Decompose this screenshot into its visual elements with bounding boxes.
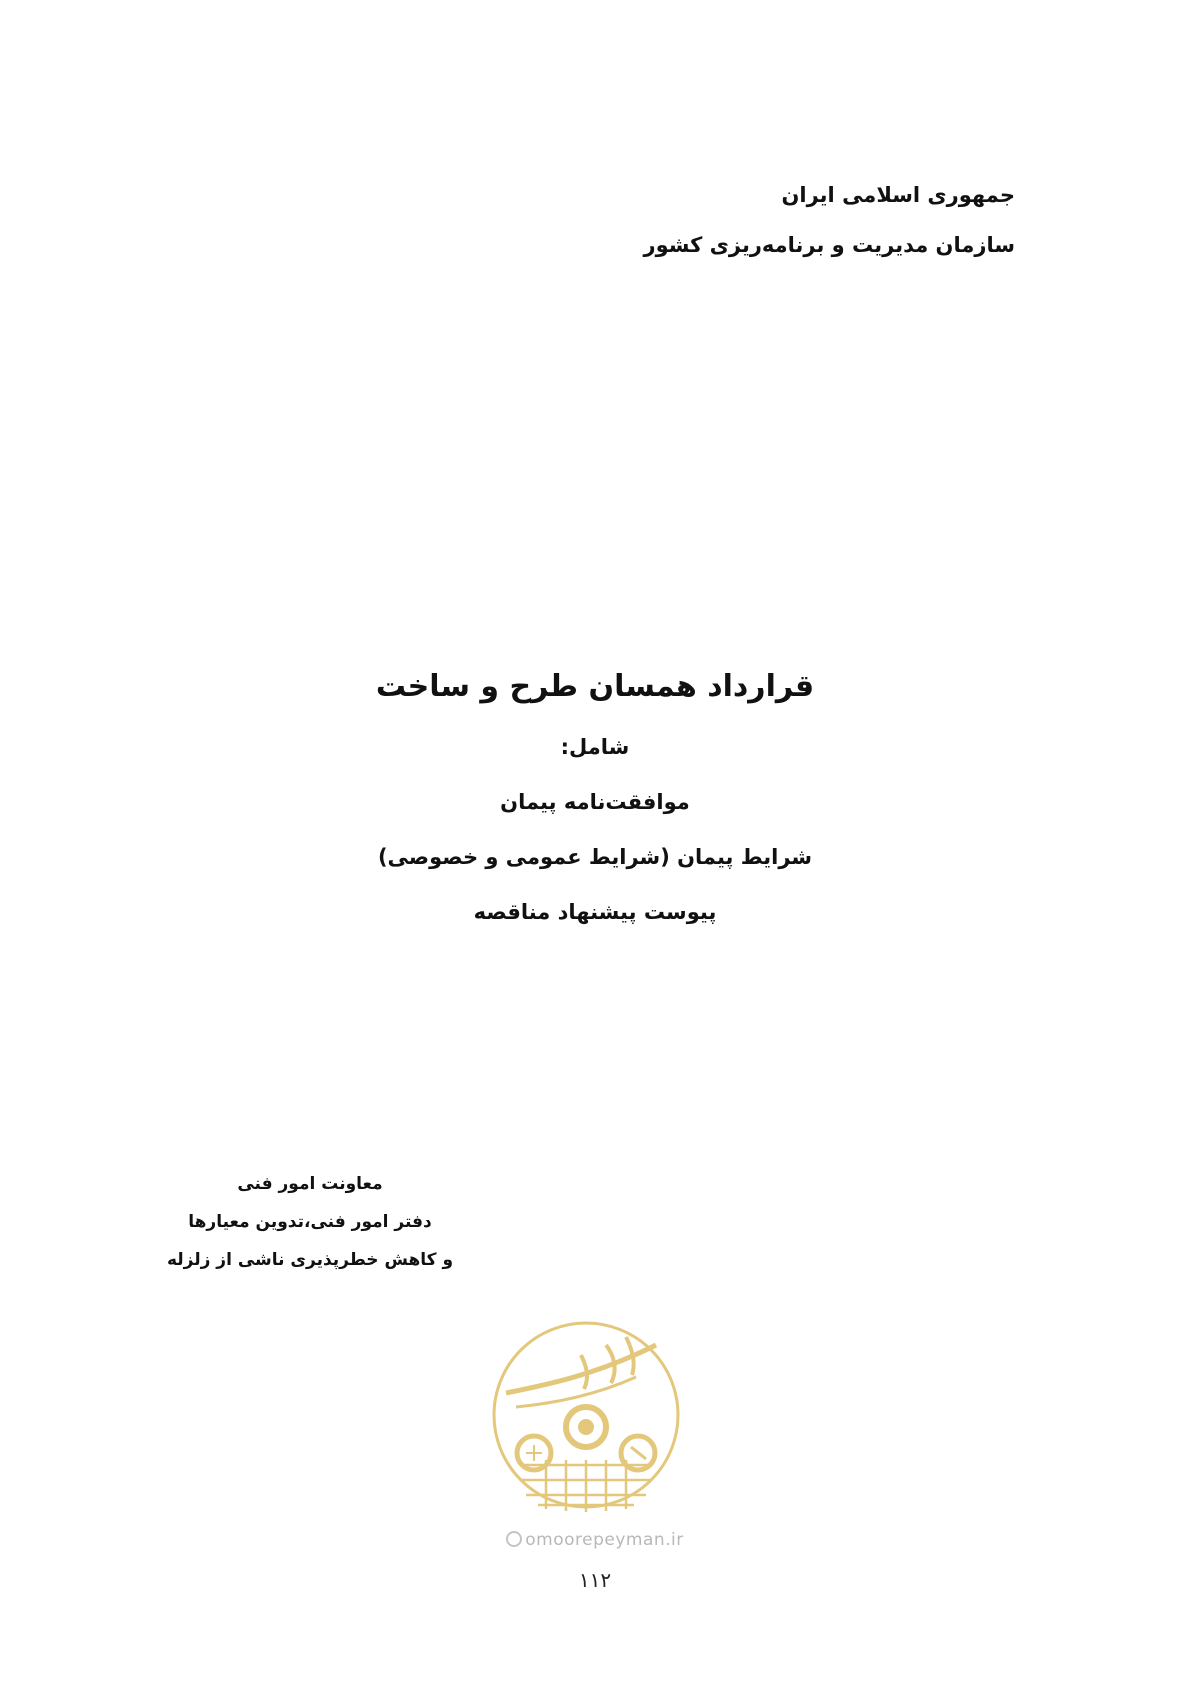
included-item-conditions: شرایط پیمان (شرایط عمومی و خصوصی) <box>377 845 813 869</box>
organization-name: سازمان مدیریت و برنامه‌ریزی کشور <box>643 233 1015 257</box>
watermark-url <box>0 1530 1190 1550</box>
at-sign-icon <box>506 1531 522 1547</box>
watermark-logo-icon <box>486 1315 686 1515</box>
document-title: قرارداد همسان طرح و ساخت <box>375 669 815 704</box>
department-line-2: دفتر امور فنی،تدوین معیارها <box>188 1212 432 1232</box>
department-line-1: معاونت امور فنی <box>237 1174 383 1194</box>
page-number: ۱۱۲ <box>578 1568 612 1592</box>
department-block <box>150 1165 470 1279</box>
issuer-header <box>643 170 1015 270</box>
country-name: جمهوری اسلامی ایران <box>781 183 1015 207</box>
includes-label: شامل: <box>560 735 630 759</box>
department-line-3: و کاهش خطرپذیری ناشی از زلزله <box>166 1250 454 1270</box>
included-item-agreement: موافقت‌نامه پیمان <box>500 790 690 814</box>
watermark-url-text: omoorepeyman.ir <box>525 1530 684 1550</box>
title-block <box>0 662 1190 940</box>
included-item-tender-appendix: پیوست پیشنهاد مناقصه <box>473 900 717 924</box>
